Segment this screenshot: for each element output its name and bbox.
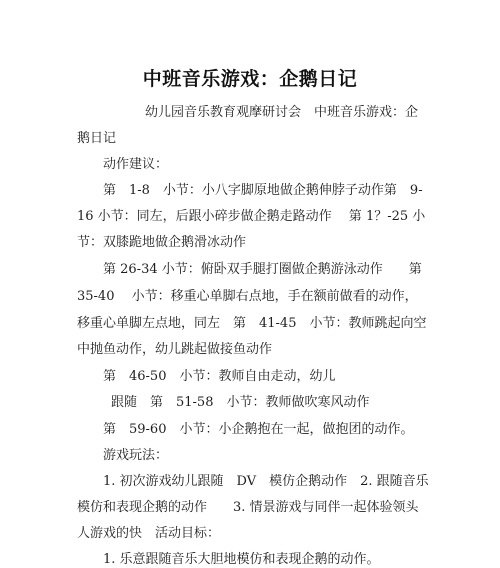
paragraph-line: 第 46-50 小节：教师自由走动，幼儿	[103, 369, 336, 384]
paragraph-line: 动作建议：	[103, 157, 169, 172]
paragraph-line: 1. 乐意跟随音乐大胆地模仿和表现企鹅的动作。	[103, 552, 380, 567]
paragraph-line: 幼儿园音乐教育观摩研讨会 中班音乐游戏：企	[145, 105, 419, 120]
paragraph-line: 第 1-8 小节：小八字脚原地做企鹅伸脖子动作第 9-	[103, 183, 423, 198]
paragraph-line: 鹅日记	[77, 131, 117, 146]
paragraph-line: 跟随 第 51-58 小节：教师做吹寒风动作	[111, 395, 370, 410]
paragraph-line: 35-40 小节：移重心单脚右点地，手在额前做看的动作，	[77, 289, 418, 304]
document-title: 中班音乐游戏：企鹅日记	[142, 68, 358, 90]
paragraph-line: 游戏玩法：	[103, 448, 169, 463]
paragraph-line: 16 小节：同左，后跟小碎步做企鹅走路动作 第 1？-25 小	[77, 209, 426, 224]
paragraph-line: 节：双膝跪地做企鹅滑冰动作	[77, 235, 247, 250]
paragraph-line: 中抛鱼动作，幼儿跳起做接鱼动作	[77, 342, 273, 357]
paragraph-line: 模仿和表现企鹅的动作 3. 情景游戏与同伴一起体验领头	[77, 500, 419, 515]
paragraph-line: 第 59-60 小节：小企鹅抱在一起，做抱团的动作。	[103, 422, 414, 437]
paragraph-line: 移重心单脚左点地，同左 第 41-45 小节：教师跳起向空	[77, 316, 427, 331]
paragraph-line: 1. 初次游戏幼儿跟随 DV 模仿企鹅动作 2. 跟随音乐	[103, 474, 429, 489]
paragraph-line: 第 26-34 小节：俯卧双手腿打圈做企鹅游泳动作 第	[103, 262, 422, 277]
paragraph-line: 人游戏的快 活动目标：	[77, 526, 221, 541]
